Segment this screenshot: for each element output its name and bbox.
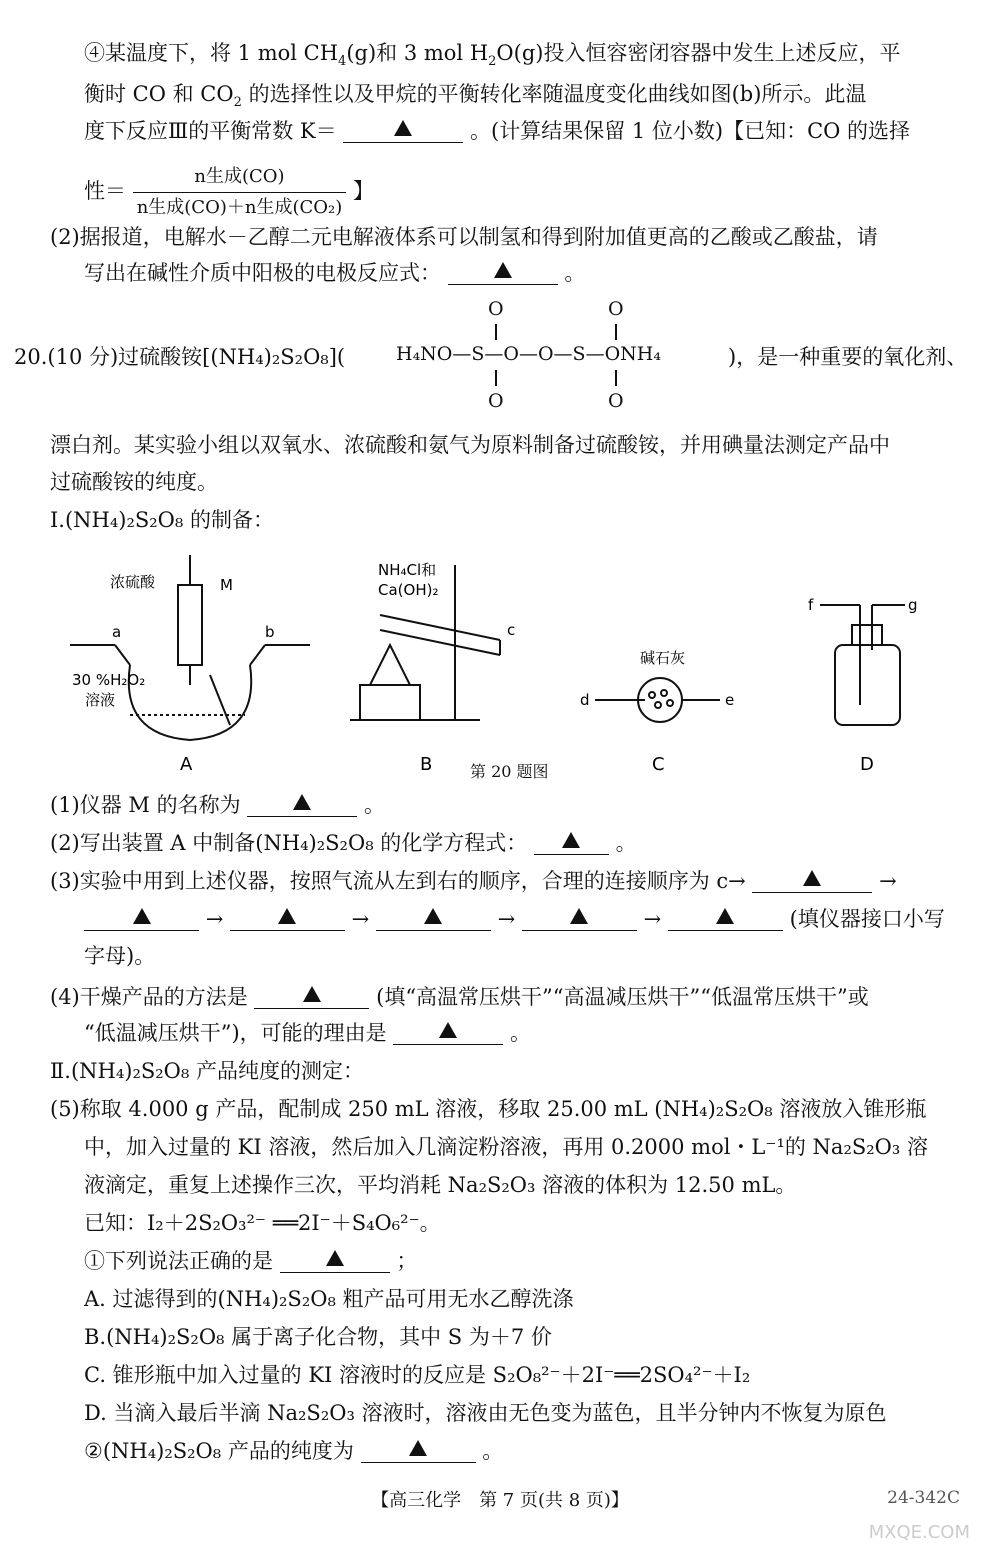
svg-text:e: e xyxy=(725,691,735,709)
answer-blank[interactable] xyxy=(361,1436,476,1463)
q2-line1: (2)据报道，电解水－乙醇二元电解液体系可以制氢和得到附加值更高的乙酸或乙酸盐，请 xyxy=(50,225,878,249)
watermark: MXQE.COM xyxy=(868,1522,970,1543)
p3-line3: 字母)。 xyxy=(84,944,156,968)
p5-q2: ②(NH₄)₂S₂O₈ 产品的纯度为 。 xyxy=(84,1436,503,1466)
answer-blank[interactable] xyxy=(448,258,558,285)
p1-line: (1)仪器 M 的名称为 。 xyxy=(50,790,385,820)
answer-blank[interactable] xyxy=(376,904,491,931)
p4-line2: “低温减压烘干”)，可能的理由是 。 xyxy=(84,1018,531,1048)
q20-tail: )，是一种重要的氧化剂、 xyxy=(728,345,968,369)
answer-blank[interactable] xyxy=(230,904,345,931)
apparatus-A xyxy=(70,555,310,740)
svg-text:溶液: 溶液 xyxy=(85,691,116,709)
answer-blank[interactable] xyxy=(247,790,357,817)
apparatus-D xyxy=(820,605,905,725)
selectivity-fraction: $\frac{\text{n生成(CO)}}{\text{n生成(CO)＋n生成(CO₂)}}$ xyxy=(133,162,347,223)
section-1-title: Ⅰ.(NH₄)₂S₂O₈ 的制备： xyxy=(50,508,274,532)
triangle-icon xyxy=(570,908,588,924)
svg-text:c: c xyxy=(507,621,516,639)
svg-text:Ca(OH)₂: Ca(OH)₂ xyxy=(378,581,439,599)
triangle-icon xyxy=(326,1250,344,1266)
p3-line2: → → → → (填仪器接口小写 xyxy=(84,904,945,934)
figure-caption: 第 20 题图 xyxy=(470,762,549,781)
triangle-icon xyxy=(293,794,311,810)
double-bond xyxy=(495,370,499,386)
svg-text:碱石灰: 碱石灰 xyxy=(640,649,686,667)
triangle-icon xyxy=(716,908,734,924)
triangle-icon xyxy=(278,908,296,924)
triangle-icon xyxy=(439,1022,457,1038)
p3-line1: (3)实验中用到上述仪器，按照气流从左到右的顺序，合理的连接顺序为 c→ → xyxy=(50,866,897,896)
svg-text:M: M xyxy=(220,576,233,594)
option-a[interactable]: A. 过滤得到的(NH₄)₂S₂O₈ 粗产品可用无水乙醇洗涤 xyxy=(84,1287,574,1311)
double-bond xyxy=(615,370,619,386)
q4-line1: ④某温度下，将 1 mol $CH_4(g)$和 3 mol $H_2O(g)$投入恒容密闭容器中发生上述反应，平 xyxy=(84,41,901,70)
answer-blank[interactable] xyxy=(668,904,783,931)
triangle-icon xyxy=(303,986,321,1002)
p2-line: (2)写出装置 A 中制备(NH₄)₂S₂O₈ 的化学方程式： 。 xyxy=(50,828,637,858)
triangle-icon xyxy=(424,908,442,924)
answer-blank[interactable] xyxy=(84,904,199,931)
option-d[interactable]: D. 当滴入最后半滴 Na₂S₂O₃ 溶液时，溶液由无色变为蓝色，且半分钟内不恢复为原色 xyxy=(84,1401,887,1425)
svg-text:b: b xyxy=(265,623,275,641)
option-b[interactable]: B.(NH₄)₂S₂O₈ 属于离子化合物，其中 S 为＋7 价 xyxy=(84,1325,552,1349)
double-bond xyxy=(495,324,499,340)
p5-line3: 液滴定，重复上述操作三次，平均消耗 Na₂S₂O₃ 溶液的体积为 12.50 mL。 xyxy=(84,1173,797,1197)
svg-text:30 %H₂O₂: 30 %H₂O₂ xyxy=(72,671,146,689)
option-c[interactable]: C. 锥形瓶中加入过量的 KI 溶液时的反应是 S₂O₈²⁻＋2I⁻══2SO₄²⁻＋I₂ xyxy=(84,1363,751,1387)
p5-line1: (5)称取 4.000 g 产品，配制成 250 mL 溶液，移取 25.00 mL (NH₄)₂S₂O₈ 溶液放入锥形瓶 xyxy=(50,1097,927,1121)
answer-blank[interactable] xyxy=(534,828,609,855)
p4-line1: (4)干燥产品的方法是 (填“高温常压烘干”“高温减压烘干”“低温常压烘干”或 xyxy=(50,982,869,1012)
section-2-title: Ⅱ.(NH₄)₂S₂O₈ 产品纯度的测定： xyxy=(50,1059,364,1083)
q4-line2: 衡时 CO 和 $CO_2$ 的选择性以及甲烷的平衡转化率随温度变化曲线如图(b)所示。此温 xyxy=(84,82,867,111)
svg-text:A: A xyxy=(180,754,193,775)
q20-line2: 漂白剂。某实验小组以双氧水、浓硫酸和氨气为原料制备过硫酸铵，并用碘量法测定产品中 xyxy=(50,433,890,457)
svg-text:NH₄Cl和: NH₄Cl和 xyxy=(378,561,437,579)
p5-q1: ①下列说法正确的是 ； xyxy=(84,1246,417,1276)
persulfate-structure: O O H₄NO—S—O—O—S—ONH₄ O O xyxy=(396,298,661,412)
triangle-icon xyxy=(394,120,412,136)
svg-text:B: B xyxy=(420,754,433,775)
answer-blank[interactable] xyxy=(752,866,872,893)
triangle-icon xyxy=(562,832,580,848)
triangle-icon xyxy=(133,908,151,924)
paper-code: 24-342C xyxy=(887,1488,960,1508)
p5-line2: 中，加入过量的 KI 溶液，然后加入几滴淀粉溶液，再用 0.2000 mol・L⁻¹的 Na₂S₂O₃ 溶 xyxy=(84,1135,928,1159)
answer-blank[interactable] xyxy=(393,1018,503,1045)
svg-text:C: C xyxy=(652,754,665,775)
answer-blank[interactable] xyxy=(343,116,463,143)
svg-text:a: a xyxy=(112,623,122,641)
double-bond xyxy=(615,324,619,340)
q4-line4: 性＝ $\frac{\text{n生成(CO)}}{\text{n生成(CO)＋n生成(CO₂)}}$ 】 xyxy=(84,162,374,223)
page-footer: 【高三化学 第 7 页(共 8 页)】 xyxy=(371,1490,629,1511)
answer-blank[interactable] xyxy=(254,982,369,1009)
q20-head: 20.(10 分)过硫酸铵[(NH₄)₂S₂O₈]( xyxy=(14,345,346,369)
q4-line3: 度下反应Ⅲ的平衡常数 K＝ 。(计算结果保留 1 位小数)【已知：CO 的选择 xyxy=(84,116,910,146)
answer-blank[interactable] xyxy=(280,1246,390,1273)
svg-text:d: d xyxy=(580,691,590,709)
apparatus-C xyxy=(595,678,720,722)
svg-text:g: g xyxy=(908,596,918,614)
apparatus-figure xyxy=(60,535,960,785)
answer-blank[interactable] xyxy=(522,904,637,931)
svg-text:浓硫酸: 浓硫酸 xyxy=(110,573,156,591)
triangle-icon xyxy=(803,870,821,886)
svg-text:f: f xyxy=(808,596,814,614)
q20-line3: 过硫酸铵的纯度。 xyxy=(50,470,218,494)
p5-line4: 已知：I₂＋2S₂O₃²⁻ ══2I⁻＋S₄O₆²⁻。 xyxy=(84,1211,441,1235)
q2-line2: 写出在碱性介质中阳极的电极反应式： 。 xyxy=(84,258,585,288)
svg-text:D: D xyxy=(860,754,874,775)
triangle-icon xyxy=(409,1440,427,1456)
triangle-icon xyxy=(494,262,512,278)
